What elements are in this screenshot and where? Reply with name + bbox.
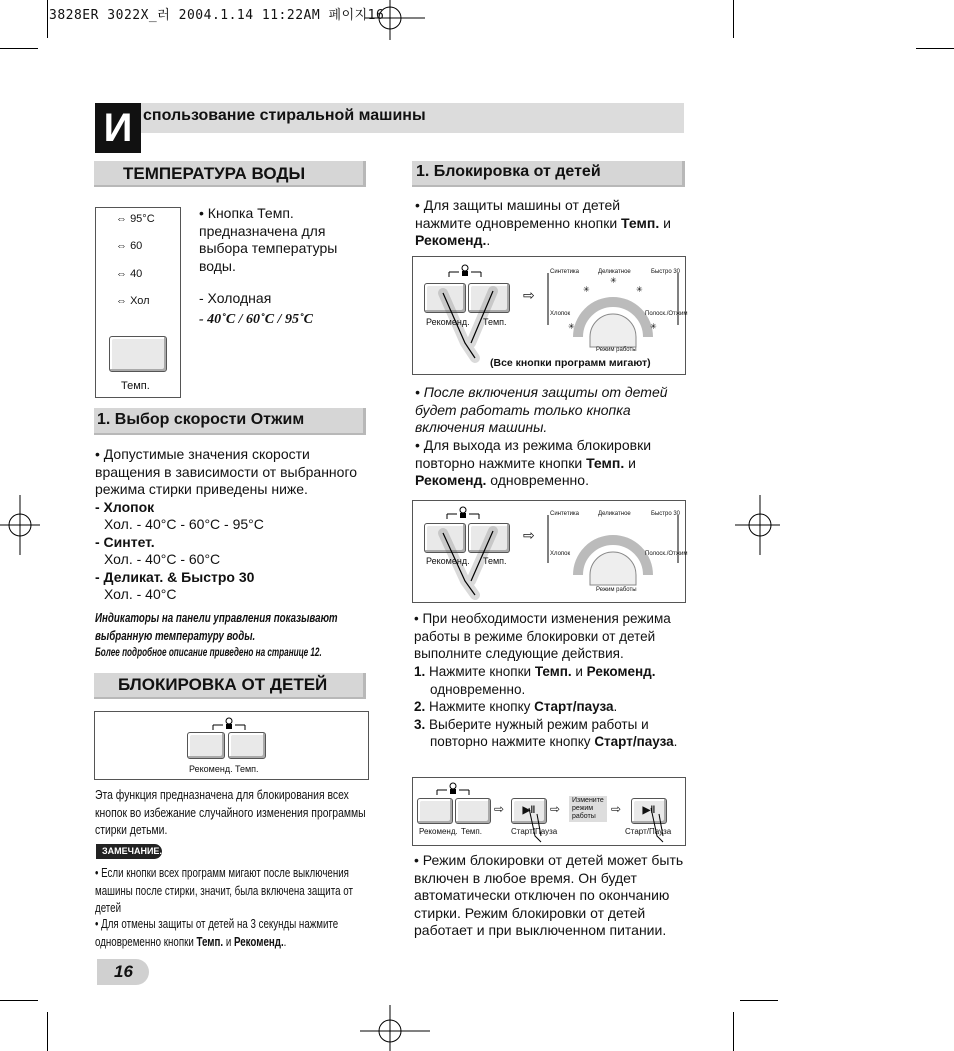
recommend-label: Рекоменд. (419, 827, 458, 836)
figure-caption: (Все кнопки программ мигают) (490, 357, 651, 369)
recommend-label: Рекоменд. (189, 764, 233, 774)
indicator-40: ⇔ 40 (116, 268, 143, 280)
temp-section-title: ТЕМПЕРАТУРА ВОДЫ (123, 164, 306, 183)
page-title: спользование стиральной машины (143, 107, 426, 124)
spark-icon: ✳ (583, 285, 590, 294)
lock-note-a: • Если кнопки всех программ мигают после выключения машины после стирки, значит, была включена защита от детей (95, 866, 353, 915)
label-quick: Быстро 30 (651, 269, 681, 275)
start-pause-label: Старт/Пауза (625, 827, 672, 836)
label-delicate: Деликатное (598, 269, 631, 275)
spark-icon: ✳ (636, 285, 643, 294)
temp-label: Темп. (461, 827, 482, 836)
right-para-3: • Для выхода из режима блокировки повторно нажмите кнопки Темп. и Рекоменд. одновременно. (415, 437, 652, 488)
label-quick: Быстро 30 (651, 511, 681, 517)
spin-note: Индикаторы на панели управления показывают выбранную температуру воды. (95, 611, 338, 643)
indicator-95: ⇔ 95°C (116, 213, 155, 225)
right-para-1: • Для защиты машины от детей нажмите одновременно кнопки Темп. и Рекоменд.. (415, 197, 671, 248)
recommend-button[interactable] (187, 732, 225, 759)
right-section-title: 1. Блокировка от детей (416, 163, 601, 180)
spin-note-ref: Более подробное описание приведено на странице 12. (95, 645, 322, 659)
lock-note-b: • Для отмены защиты от детей на 3 секунды нажмите одновременно кнопки Темп. и Рекоменд.. (95, 917, 339, 949)
lock-icon (435, 781, 471, 795)
program-dial (548, 509, 681, 589)
temp-label: Темп. (483, 556, 507, 566)
lock-icon (447, 263, 483, 277)
figure-lock-off (412, 500, 686, 603)
label-cotton: Хлопок (550, 311, 571, 317)
temp-label: Темп. (483, 317, 507, 327)
lock-icon (445, 505, 481, 519)
temp-button[interactable] (109, 336, 167, 372)
indicator-led-icon: ⇔ (116, 240, 127, 252)
right-para-5: • Режим блокировки от детей может быть включен в любое время. Он будет автоматически отключен по окончанию стирки. Режим блокировки от детей работает и при выключенном питании. (414, 852, 684, 938)
spark-icon: ✳ (650, 322, 657, 331)
registration-mark-bottom (360, 1005, 430, 1051)
recommend-button[interactable] (417, 798, 453, 824)
step-item: 3. Выберите нужный режим работы и повторно нажмите кнопку Старт/пауза. (414, 716, 678, 749)
lock-icon (211, 716, 247, 730)
label-mode: Режим работы (596, 587, 637, 593)
recommend-label: Рекоменд. (426, 317, 470, 327)
figure-lock-on (412, 256, 686, 375)
arrow-right-icon: ⇨ (494, 802, 505, 816)
note-badge: ЗАМЕЧАНИЕ. (96, 844, 162, 859)
temp-range: - 40˚C / 60˚C / 95˚C (199, 312, 313, 327)
indicator-cold: ⇔ Хол (116, 295, 150, 307)
arrow-right-icon: ⇨ (611, 802, 622, 816)
right-para-2: • После включения защиты от детей будет работать только кнопка включения машины. (415, 384, 668, 435)
page-number: 16 (114, 962, 133, 981)
steps-list (414, 663, 684, 751)
label-wool: Полоск./Отжим (645, 311, 688, 317)
spin-item-name: - Деликат. & Быстро 30 (95, 569, 255, 585)
arrow-right-icon: ⇨ (523, 527, 535, 543)
fingers-icon (435, 283, 505, 363)
finger-icon (523, 806, 545, 844)
recommend-label: Рекоменд. (426, 556, 470, 566)
label-synth: Синтетика (550, 269, 580, 275)
change-mode-box: Измените режим работы (569, 796, 607, 822)
temp-cold: - Холодная (199, 290, 272, 306)
indicator-led-icon: ⇔ (116, 268, 127, 280)
indicator-led-icon: ⇔ (116, 213, 127, 225)
temp-button[interactable] (228, 732, 266, 759)
fingers-icon (435, 523, 505, 601)
lock-description: Эта функция предназначена для блокирования всех кнопок во избежание случайного изменения программы стирки детьми. (95, 787, 366, 837)
step-item: 2. Нажмите кнопку Старт/пауза. (414, 699, 618, 714)
spin-item-values: Хол. - 40°C (104, 586, 177, 602)
label-mode: Режим работы (596, 347, 637, 353)
print-slug: 3828ER 3022X_러 2004.1.14 11:22AM 페이지16 (49, 8, 385, 23)
start-pause-label: Старт/Пауза (511, 827, 558, 836)
temp-label: Темп. (235, 764, 259, 774)
spin-section-title: 1. Выбор скорости Отжим (97, 411, 305, 428)
arrow-right-icon: ⇨ (523, 287, 535, 303)
registration-mark-right (735, 495, 780, 555)
label-wool: Полоск./Отжим (645, 551, 688, 557)
registration-mark-left (0, 495, 40, 555)
spin-item-name: - Хлопок (95, 499, 155, 515)
temp-button[interactable] (455, 798, 491, 824)
temp-button-label: Темп. (121, 380, 150, 392)
right-para-4: • При необходимости изменения режима работы в режиме блокировки от детей выполните следующие действия. (414, 611, 671, 661)
indicator-60: ⇔ 60 (116, 240, 143, 252)
label-synth: Синтетика (550, 511, 580, 517)
header-initial: И (95, 103, 141, 153)
play-pause-icon: ▶‖ (522, 805, 536, 816)
spark-icon: ✳ (610, 276, 617, 285)
figure-change-mode (412, 777, 686, 846)
lock-section-title: БЛОКИРОВКА ОТ ДЕТЕЙ (118, 675, 328, 694)
step-item: 1. Нажмите кнопки Темп. и Рекоменд. одновременно. (414, 664, 656, 697)
temp-description: • Кнопка Темп. предназначена для выбора температуры воды. (199, 205, 338, 274)
spin-intro: • Допустимые значения скорости вращения в зависимости от выбранного режима стирки приведены ниже. (95, 446, 358, 497)
lock-panel (94, 711, 369, 780)
spin-item-name: - Синтет. (95, 534, 155, 550)
arrow-right-icon: ⇨ (550, 802, 561, 816)
spin-item-values: Хол. - 40°C - 60°C (104, 551, 221, 567)
play-pause-icon: ▶‖ (642, 805, 656, 816)
spin-item-values: Хол. - 40°C - 60°C - 95°C (104, 516, 264, 532)
label-cotton: Хлопок (550, 551, 571, 557)
temp-panel (95, 207, 181, 398)
indicator-led-icon: ⇔ (116, 295, 127, 307)
spark-icon: ✳ (568, 322, 575, 331)
label-delicate: Деликатное (598, 511, 631, 517)
